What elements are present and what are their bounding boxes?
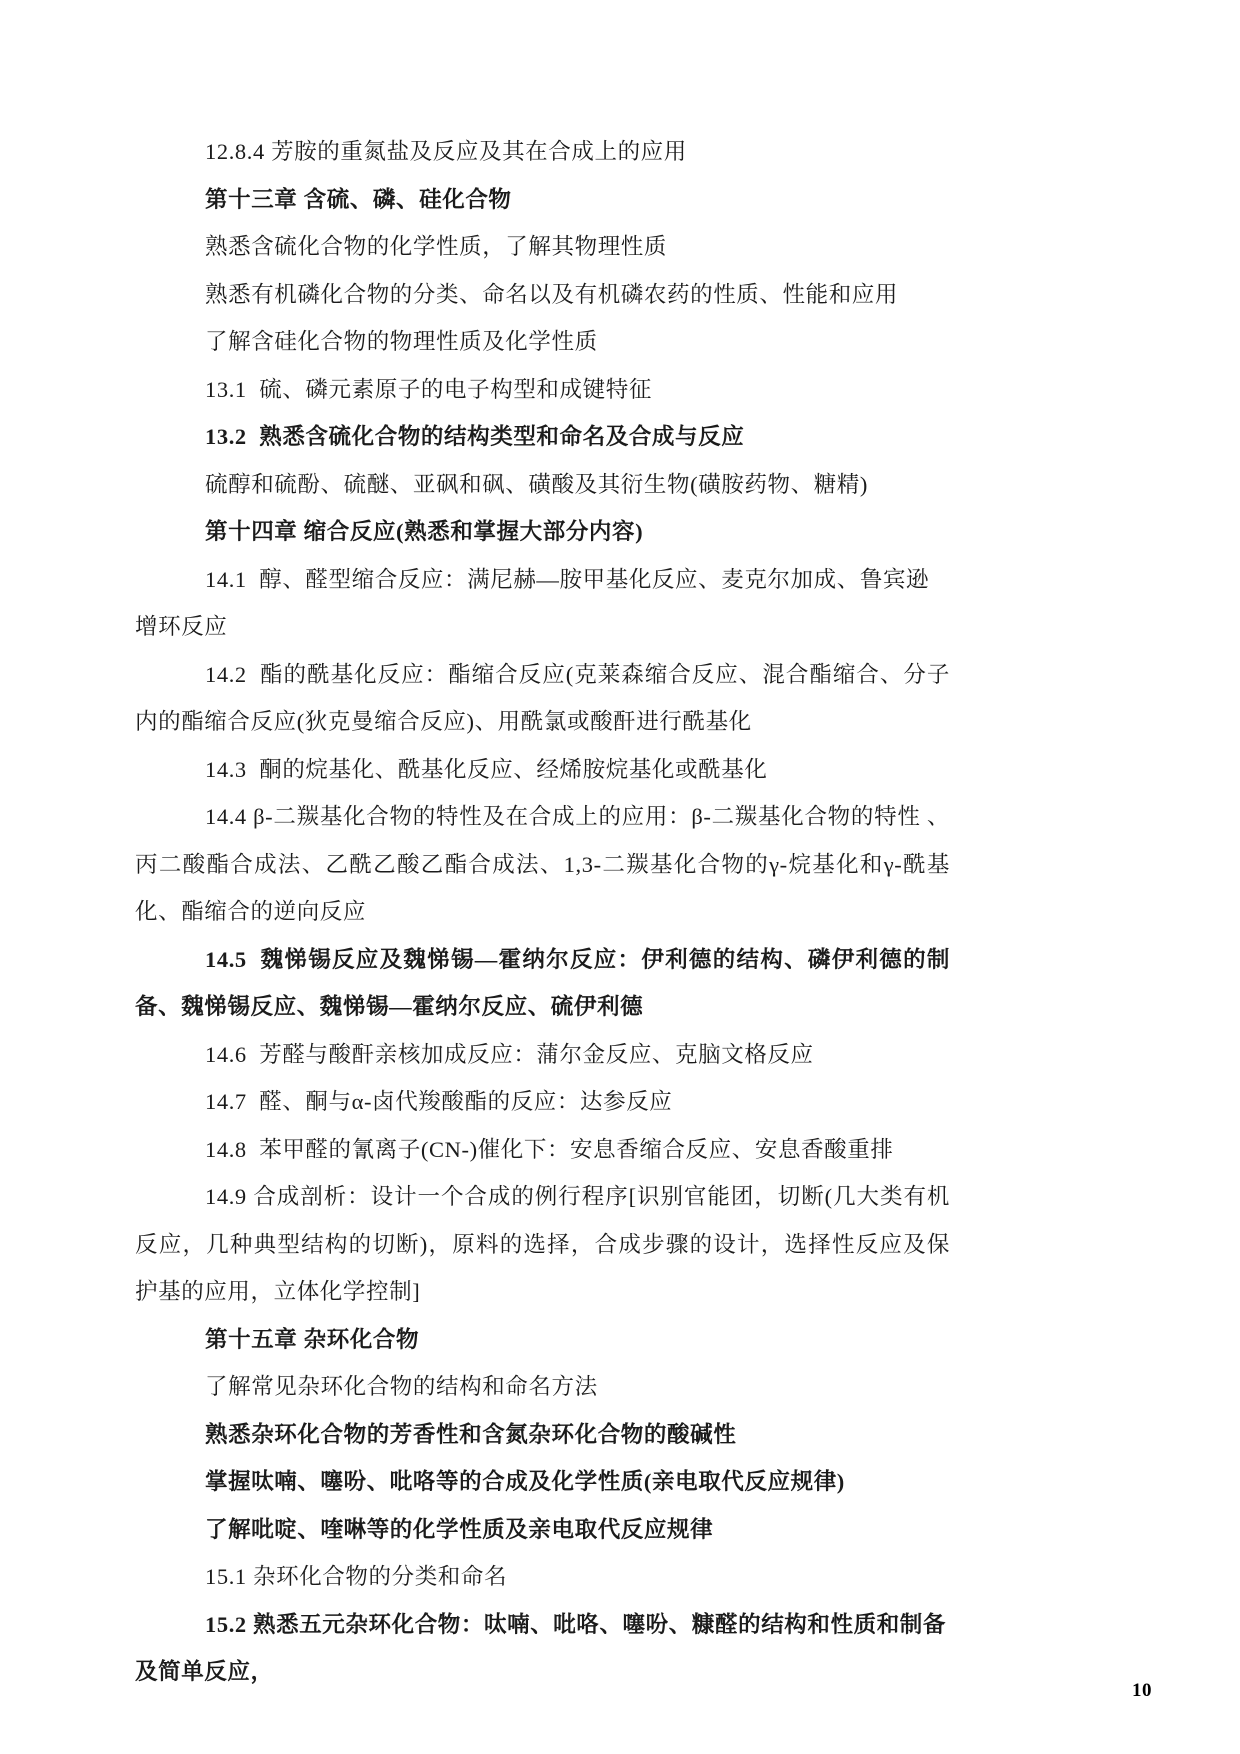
document-line: 硫醇和硫酚、硫醚、亚砜和砜、磺酸及其衍生物(磺胺药物、糖精) xyxy=(205,471,868,497)
document-line: 第十五章 杂环化合物 xyxy=(205,1326,420,1352)
document-line: 12.8.4 芳胺的重氮盐及反应及其在合成上的应用 xyxy=(205,139,687,164)
document-line: 14.1 醇、醛型缩合反应：满尼赫—胺甲基化反应、麦克尔加成、鲁宾逊增环反应 xyxy=(135,566,930,639)
document-line: 第十三章 含硫、磷、硅化合物 xyxy=(205,186,512,212)
document-line: 熟悉含硫化合物的化学性质，了解其物理性质 xyxy=(205,234,668,259)
document-line: 14.8 苯甲醛的氰离子(CN-)催化下：安息香缩合反应、安息香酸重排 xyxy=(205,1136,894,1162)
document-line: 14.7 醛、酮与α-卤代羧酸酯的反应：达参反应 xyxy=(205,1089,673,1114)
document-line: 15.1 杂环化合物的分类和命名 xyxy=(205,1564,508,1589)
document-line: 了解含硅化合物的物理性质及化学性质 xyxy=(205,329,598,354)
document-line: 14.4 β-二羰基化合物的特性及在合成上的应用：β-二羰基化合物的特性 、丙二酸酯合成法、乙酰乙酸乙酯合成法、1,3-二羰基化合物的γ-烷基化和γ-酰基化、酯缩合的逆向反应 xyxy=(135,804,950,924)
document-line: 熟悉有机磷化合物的分类、命名以及有机磷农药的性质、性能和应用 xyxy=(205,281,899,307)
document-line: 13.1 硫、磷元素原子的电子构型和成键特征 xyxy=(205,376,652,402)
document-line: 熟悉杂环化合物的芳香性和含氮杂环化合物的酸碱性 xyxy=(205,1421,737,1447)
document-line: 14.6 芳醛与酸酐亲核加成反应：蒲尔金反应、克脑文格反应 xyxy=(205,1041,814,1067)
document-body xyxy=(135,128,950,1696)
document-line: 掌握呔喃、噻吩、吡咯等的合成及化学性质(亲电取代反应规律) xyxy=(205,1469,845,1494)
document-line: 15.2 熟悉五元杂环化合物：呔喃、吡咯、噻吩、糠醛的结构和性质和制备及简单反应， xyxy=(135,1611,947,1684)
document-line: 14.2 酯的酰基化反应：酯缩合反应(克莱森缩合反应、混合酯缩合、分子内的酯缩合反应(狄克曼缩合反应)、用酰氯或酸酐进行酰基化 xyxy=(135,661,950,734)
document-line: 了解常见杂环化合物的结构和命名方法 xyxy=(205,1374,598,1399)
document-line: 了解吡啶、喹啉等的化学性质及亲电取代反应规律 xyxy=(205,1516,714,1542)
document-line: 13.2 熟悉含硫化合物的结构类型和命名及合成与反应 xyxy=(205,424,745,449)
document-line: 第十四章 缩合反应(熟悉和掌握大部分内容) xyxy=(205,519,644,544)
document-line: 14.3 酮的烷基化、酰基化反应、经烯胺烷基化或酰基化 xyxy=(205,756,768,782)
document-line: 14.5 魏悌锡反应及魏悌锡—霍纳尔反应：伊利德的结构、磷伊利德的制备、魏悌锡反应、魏悌锡—霍纳尔反应、硫伊利德 xyxy=(135,946,950,1019)
page-number: 10 xyxy=(1132,1680,1152,1701)
document-line: 14.9 合成剖析：设计一个合成的例行程序[识别官能团，切断(几大类有机反应，几种典型结构的切断)，原料的选择，合成步骤的设计，选择性反应及保护基的应用，立体化学控制] xyxy=(135,1184,950,1304)
